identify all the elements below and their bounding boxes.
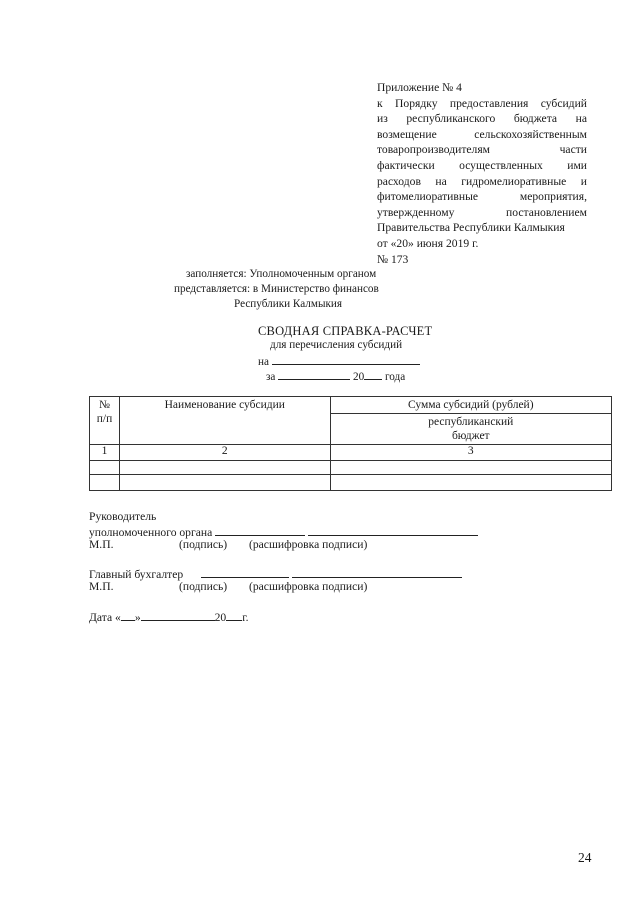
head-decode-caption: (расшифровка подписи)	[249, 538, 368, 551]
appendix-line: возмещение сельскохозяйственным	[377, 127, 587, 141]
filling-line-1: заполняется: Уполномоченным органом	[186, 268, 377, 280]
appendix-line: фактически осуществленных ими	[377, 158, 587, 172]
header-sum: Сумма субсидий (рублей)	[330, 397, 611, 414]
table-index-row	[90, 445, 612, 461]
head-title-line2: уполномоченного органа	[89, 524, 478, 539]
head-name-blank[interactable]	[308, 524, 478, 536]
appendix-line: фитомелиоративные мероприятия,	[377, 190, 587, 204]
accountant-line: Главный бухгалтер	[89, 566, 462, 581]
date-day-blank[interactable]	[121, 609, 135, 621]
head-title-line1: Руководитель	[89, 510, 157, 523]
appendix-line: утвержденному постановлением	[377, 205, 587, 219]
table-header-row	[90, 397, 612, 414]
on-label: на	[258, 356, 269, 368]
header-name: Наименование субсидии	[119, 397, 330, 445]
index-cell: 3	[330, 445, 611, 461]
appendix-line: Правительства Республики Калмыкия	[377, 221, 565, 235]
appendix-line: к Порядку предоставления субсидий	[377, 96, 587, 110]
appendix-date: от «20» июня 2019 г.	[377, 236, 479, 250]
appendix-block	[377, 80, 587, 267]
table-cell[interactable]	[119, 475, 330, 491]
header-no: № п/п	[90, 397, 120, 445]
appendix-line: расходов на гидромелиоративные и	[377, 174, 587, 188]
accountant-mp: М.П.	[89, 580, 114, 593]
page-number: 24	[578, 850, 592, 865]
accountant-decode-caption: (расшифровка подписи)	[249, 580, 368, 593]
period-blank[interactable]	[278, 368, 350, 380]
appendix-line: из республиканского бюджета на	[377, 112, 587, 126]
date-year-blank[interactable]	[226, 609, 242, 621]
table-cell[interactable]	[90, 461, 120, 475]
accountant-signature-blank[interactable]	[201, 566, 289, 578]
head-mp: М.П.	[89, 538, 114, 551]
doc-title: СВОДНАЯ СПРАВКА-РАСЧЕТ	[258, 324, 433, 338]
filling-line-3: Республики Калмыкия	[234, 298, 343, 310]
table-row	[90, 461, 612, 475]
year-prefix: 20	[352, 371, 365, 383]
for-line	[266, 368, 405, 383]
date-month-blank[interactable]	[141, 609, 215, 621]
for-label: за	[266, 371, 276, 383]
filling-line-2: представляется: в Министерство финансов	[174, 283, 379, 295]
appendix-line: товаропроизводителям части	[377, 143, 587, 157]
on-blank[interactable]	[272, 353, 420, 365]
on-line	[258, 353, 420, 368]
accountant-sign-caption: (подпись)	[179, 580, 228, 593]
appendix-number: № 173	[377, 252, 409, 266]
table-cell[interactable]	[90, 475, 120, 491]
appendix-title: Приложение № 4	[377, 81, 462, 94]
head-signature-blank[interactable]	[215, 524, 305, 536]
table-cell[interactable]	[330, 461, 611, 475]
year-blank[interactable]	[364, 368, 382, 380]
year-suffix: года	[384, 371, 406, 383]
doc-subtitle: для перечисления субсидий	[270, 339, 403, 351]
subsidy-table	[89, 396, 612, 491]
table-row	[90, 475, 612, 491]
date-line: Дата « » 20 г.	[89, 611, 249, 624]
header-budget: республиканский бюджет	[330, 414, 611, 445]
accountant-name-blank[interactable]	[292, 566, 462, 578]
index-cell: 1	[90, 445, 120, 461]
table-cell[interactable]	[330, 475, 611, 491]
index-cell: 2	[119, 445, 330, 461]
table-cell[interactable]	[119, 461, 330, 475]
head-sign-caption: (подпись)	[179, 538, 228, 551]
